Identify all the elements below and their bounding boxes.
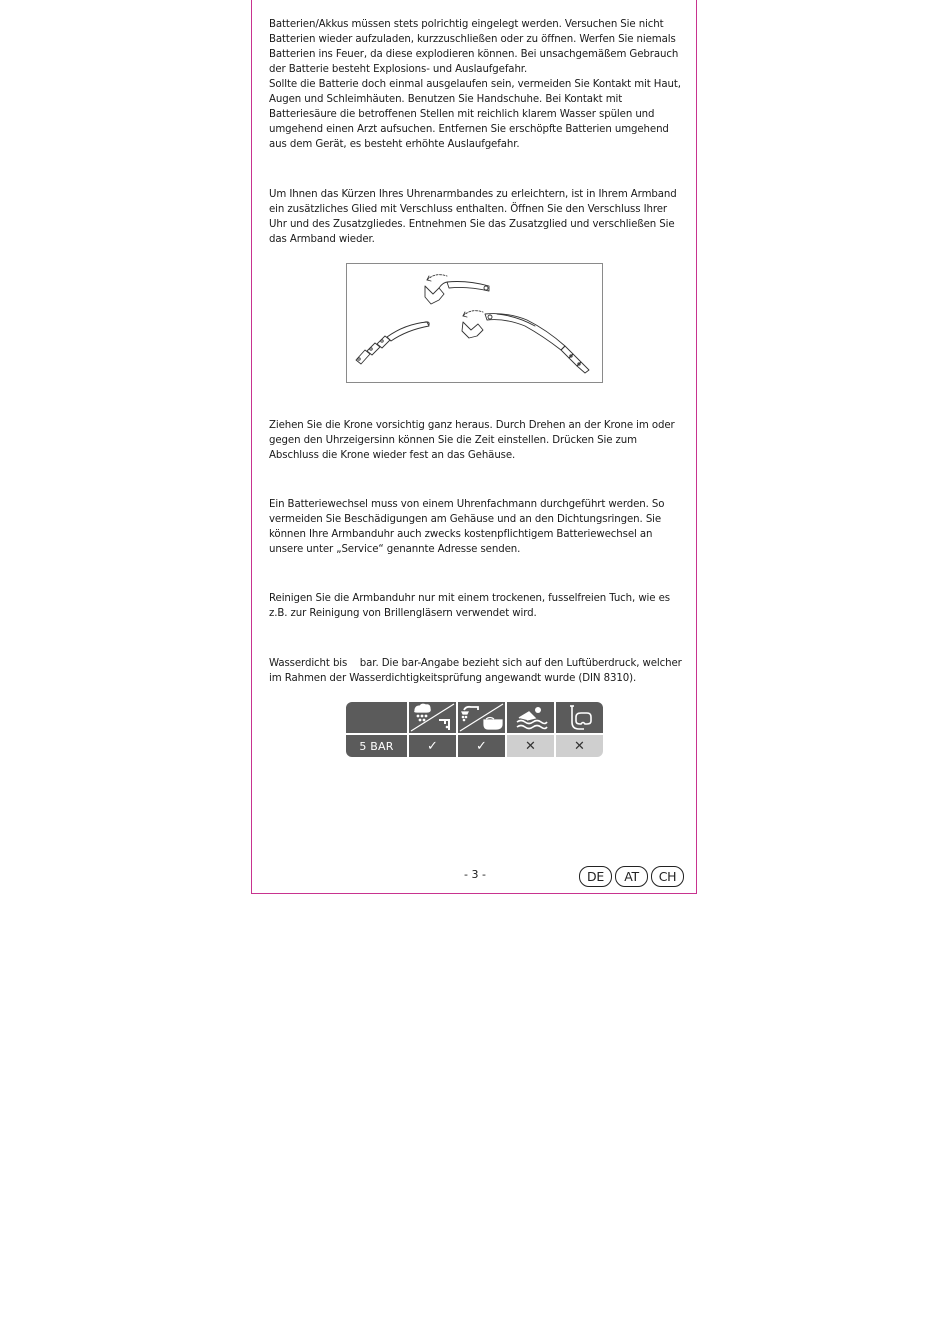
shower-bath-icon: [458, 702, 505, 733]
swimming-value: [507, 735, 554, 757]
time-setting-paragraph: Ziehen Sie die Krone vorsichtig ganz heraus. Durch Drehen an der Krone im oder gegen den Uhrzeigersinn können Sie die Zeit einstellen. Drücken Sie zum Abschluss die Krone wieder fest an das Gehäuse.: [269, 420, 675, 462]
cleaning-paragraph: Reinigen Sie die Armbanduhr nur mit einem trockenen, fusselfreien Tuch, wie es z.B. zur Reinigung von Brillengläsern verwendet wird.: [269, 593, 670, 620]
water-resistance-table: [346, 702, 603, 757]
snorkel-icon: [556, 702, 603, 733]
page-number: - 3 -: [464, 868, 486, 881]
swimming-icon: [507, 702, 554, 733]
extra-link: [425, 275, 489, 304]
cross-icon: ✕: [525, 738, 536, 754]
cross-icon: ✕: [574, 738, 585, 754]
band-link-illustration: [346, 263, 603, 383]
rain-splash-value: [409, 735, 456, 757]
rain-splash-icon: [409, 702, 456, 733]
rating-label: [346, 735, 407, 757]
country-badges: [579, 866, 684, 887]
country-badge-de: DE: [579, 866, 612, 887]
band-right-segment: [462, 311, 589, 373]
battery-warning-paragraph: Batterien/Akkus müssen stets polrichtig eingelegt werden. Versuchen Sie nicht Batterien wieder aufzuladen, kurzzuschließen oder zu öffnen. Werfen Sie niemals Batterien ins Feuer, da diese explodieren können. Bei unsachgemäßem Gebrauch der Batterie besteht Explosions- und Auslaufgefahr.: [269, 19, 679, 76]
check-icon: ✓: [427, 738, 438, 754]
shower-bath-value: [458, 735, 505, 757]
water-resistance-paragraph: Wasserdicht bis bar. Die bar-Angabe bezieht sich auf den Luftüberdruck, welcher im Rahmen der Wasserdichtigkeitsprüfung angewandt wurde (DIN 8310).: [269, 658, 685, 685]
band-left-segment: [356, 322, 429, 364]
battery-change-paragraph: Ein Batteriewechsel muss von einem Uhrenfachmann durchgeführt werden. So vermeiden Sie Beschädigungen am Gehäuse und an den Dichtungsringen. Sie können Ihre Armbanduhr auch zwecks kostenpflichtigem Batteriewechsel an unsere unter „Service“ genannte Adresse senden.: [269, 499, 665, 556]
country-badge-at: AT: [615, 866, 648, 887]
table-header-blank: [346, 702, 407, 733]
check-icon: ✓: [476, 738, 487, 754]
band-shortening-paragraph: Um Ihnen das Kürzen Ihres Uhrenarmbandes zu erleichtern, ist in Ihrem Armband ein zusätzliches Glied mit Verschluss enthalten. Öffnen Sie den Verschluss Ihrer Uhr und des Zusatzgliedes. Entnehmen Sie das Zusatzglied und verschließen Sie das Armband wieder.: [269, 189, 677, 246]
snorkel-value: [556, 735, 603, 757]
country-badge-ch: CH: [651, 866, 684, 887]
rating-text: 5 BAR: [359, 739, 394, 753]
battery-leak-paragraph: Sollte die Batterie doch einmal ausgelaufen sein, vermeiden Sie Kontakt mit Haut, Augen und Schleimhäuten. Benutzen Sie Handschuhe. Bei Kontakt mit Batteriesäure die betroffenen Stellen mit reichlich klarem Wasser spülen und umgehend einen Arzt aufsuchen. Entfernen Sie erschöpfte Batterien umgehend aus dem Gerät, es besteht erhöhte Auslaufgefahr.: [269, 79, 681, 151]
